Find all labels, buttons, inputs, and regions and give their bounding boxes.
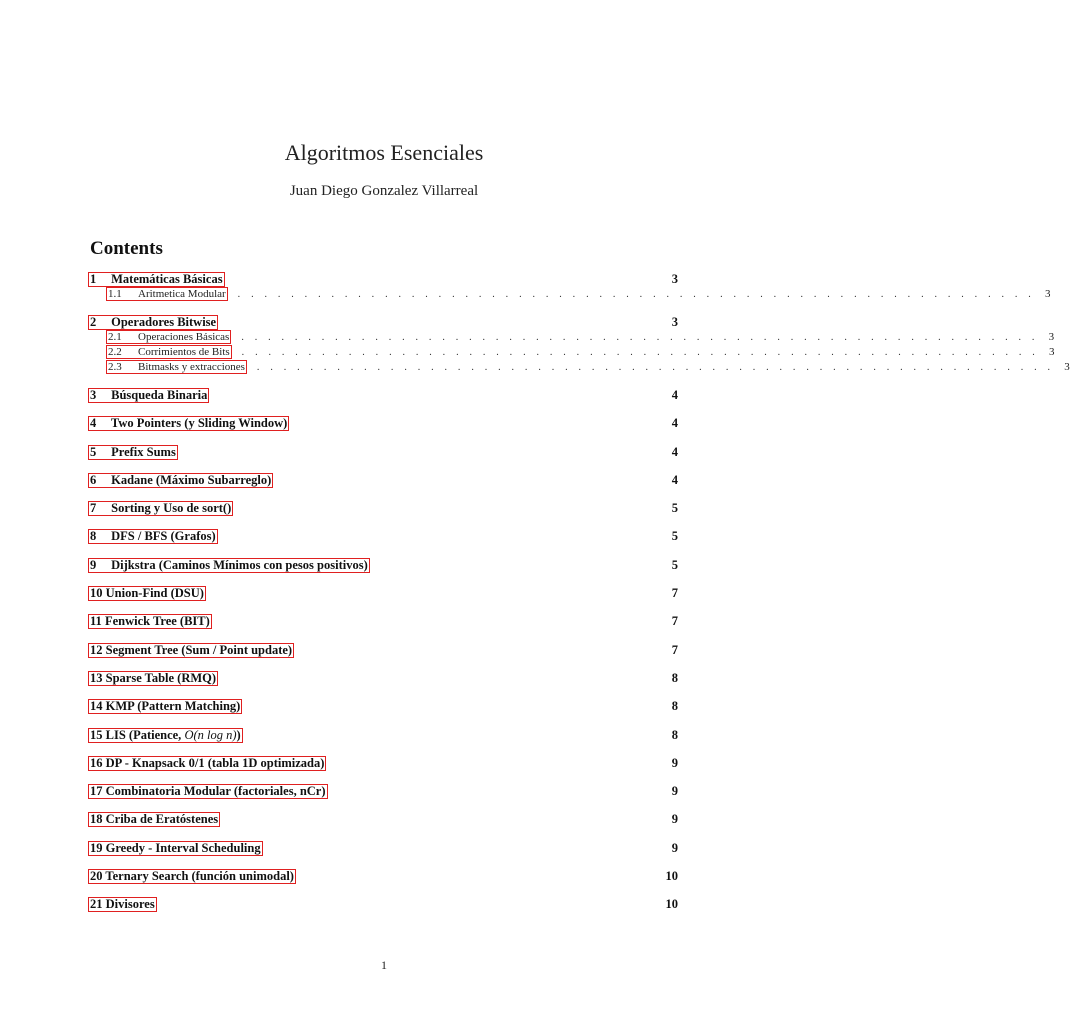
toc-link-8[interactable] [88, 529, 218, 544]
page-number: 4 [671, 416, 678, 431]
section-title: Prefix Sums [111, 444, 176, 459]
toc-entry-5 [90, 445, 678, 460]
section-number: 13 [90, 670, 103, 685]
section-title: Operaciones Básicas [138, 331, 230, 343]
toc-entry-16 [90, 756, 678, 771]
toc-entry-21 [90, 897, 678, 912]
section-title: Sparse Table (RMQ) [105, 670, 217, 685]
toc-link-12[interactable] [88, 643, 294, 658]
page-number: 4 [671, 388, 678, 402]
section-number: 4 [90, 416, 97, 431]
section-number: 15 [90, 727, 103, 742]
section-title: Greedy - Interval Scheduling [105, 840, 261, 855]
toc-link-1[interactable] [88, 272, 225, 287]
section-number: 2.2 [108, 346, 122, 358]
leader-dots: . . . . . . . . . . . . . . . . . . . . . . . . . . . . . . . . . . . . . . . . . . . . . . . . . . . . . . . . . . . . [241, 347, 1039, 358]
toc-entry-2-2 [90, 345, 1055, 360]
toc-link-2-3[interactable] [106, 360, 247, 374]
section-number: 18 [90, 812, 103, 827]
page-number: 8 [671, 727, 678, 742]
section-number: 14 [90, 699, 103, 714]
toc-link-11[interactable] [88, 614, 212, 629]
toc-entry-9 [90, 558, 678, 573]
toc-link-3[interactable] [88, 388, 209, 403]
section-title: Criba de Eratóstenes [105, 812, 219, 827]
section-title: Combinatoria Modular (factoriales, nCr) [105, 784, 326, 799]
page-number: 4 [671, 472, 678, 487]
page-number: 10 [665, 897, 678, 912]
document-title: Algoritmos Esenciales [284, 140, 484, 165]
section-title: Operadores Bitwise [111, 315, 217, 329]
toc-link-7[interactable] [88, 501, 233, 516]
page-number: 7 [671, 642, 678, 657]
document-author: Juan Diego Gonzalez Villarreal [289, 183, 479, 199]
section-number: 12 [90, 642, 103, 657]
toc-link-20[interactable] [88, 869, 296, 884]
toc-entry-3 [90, 388, 678, 403]
table-of-contents [90, 272, 1070, 912]
section-number: 16 [90, 755, 103, 770]
toc-link-5[interactable] [88, 445, 178, 460]
section-number: 3 [90, 388, 97, 402]
toc-link-2-1[interactable] [106, 330, 231, 344]
page-number: 8 [671, 699, 678, 714]
section-title: Ternary Search (función unimodal) [105, 869, 294, 884]
section-title: Fenwick Tree (BIT) [104, 614, 210, 629]
toc-entry-13 [90, 671, 678, 686]
toc-link-21[interactable] [88, 897, 157, 912]
section-number: 17 [90, 784, 103, 799]
section-number: 1 [90, 272, 97, 286]
page-number: 9 [671, 812, 678, 827]
section-title: Matemáticas Básicas [111, 272, 223, 286]
toc-link-16[interactable] [88, 756, 326, 771]
toc-link-18[interactable] [88, 812, 220, 827]
toc-link-14[interactable] [88, 699, 242, 714]
section-number: 19 [90, 840, 103, 855]
section-title: Union-Find (DSU) [105, 586, 204, 601]
leader-dots: . . . . . . . . . . . . . . . . . . . . . . . . . . . . . . . . . . . . . . . . . . . . . . . . . . . . . . . . . . . . [237, 289, 1035, 300]
page-number: 9 [671, 755, 678, 770]
page-number: 5 [671, 501, 678, 516]
section-title: Corrimientos de Bits [138, 346, 230, 358]
toc-link-19[interactable] [88, 841, 263, 856]
toc-entry-19 [90, 841, 678, 856]
leader-dots: . . . . . . . . . . . . . . . . . . . . . . . . . . . . . . . . . . . . . . . . . . . . . . . . . . . . . . . . . . . . [256, 362, 1055, 373]
section-title: Dijkstra (Caminos Mínimos con pesos positivos) [111, 557, 368, 572]
toc-entry-2 [90, 315, 678, 330]
section-title: LIS (Patience, [105, 727, 185, 742]
toc-entry-20 [90, 869, 678, 884]
section-title: Sorting y Uso de sort() [111, 501, 232, 516]
page-number: 3 [1044, 288, 1051, 300]
section-number: 2 [90, 315, 97, 329]
section-title-end: ) [236, 727, 241, 742]
section-number: 2.1 [108, 331, 122, 343]
toc-link-2[interactable] [88, 315, 218, 330]
toc-entry-4 [90, 416, 678, 431]
section-number: 6 [90, 472, 97, 487]
section-number: 20 [90, 869, 103, 884]
page-number: 3 [671, 315, 678, 329]
section-number: 11 [90, 614, 102, 629]
page-number: 7 [671, 586, 678, 601]
section-title: Segment Tree (Sum / Point update) [105, 642, 293, 657]
page-number: 10 [665, 869, 678, 884]
section-title: Divisores [105, 897, 155, 912]
toc-entry-8 [90, 529, 678, 544]
toc-entry-15 [90, 728, 678, 743]
section-number: 7 [90, 501, 97, 516]
section-title: Aritmetica Modular [138, 288, 226, 300]
page-number: 4 [671, 444, 678, 459]
page-number: 5 [671, 557, 678, 572]
math-expression: O(n log n) [184, 727, 237, 742]
toc-entry-7 [90, 501, 678, 516]
page-number: 9 [671, 784, 678, 799]
section-number: 2.3 [108, 361, 122, 373]
section-title: Búsqueda Binaria [111, 388, 208, 402]
leader-dots: . . . . . . . . . . . . . . . . . . . . . . . . . . . . . . . . . . . . . . . . . . . . . . . . . . . . . . . . . . . . [241, 332, 1039, 343]
page-number: 8 [671, 670, 678, 685]
page-number: 3 [1064, 361, 1070, 373]
contents-heading: Contents [90, 238, 163, 259]
toc-entry-6 [90, 473, 678, 488]
section-number: 21 [90, 897, 103, 912]
page-number: 3 [671, 272, 678, 286]
toc-entry-1-1 [90, 287, 1051, 302]
page-footer-number: 1 [381, 958, 387, 972]
section-title: Kadane (Máximo Subarreglo) [111, 472, 272, 487]
page-number: 5 [671, 529, 678, 544]
page-number: 7 [671, 614, 678, 629]
toc-link-4[interactable] [88, 416, 289, 431]
page-number: 3 [1048, 346, 1055, 358]
toc-entry-12 [90, 643, 678, 658]
section-number: 1.1 [108, 288, 122, 300]
toc-link-2-2[interactable] [106, 345, 232, 359]
toc-link-15[interactable] [88, 728, 243, 743]
toc-link-13[interactable] [88, 671, 218, 686]
toc-entry-10 [90, 586, 678, 601]
section-number: 5 [90, 444, 97, 459]
toc-link-1-1[interactable] [106, 287, 228, 301]
section-title: Bitmasks y extracciones [138, 361, 245, 373]
section-number: 8 [90, 529, 97, 544]
toc-entry-17 [90, 784, 678, 799]
section-number: 9 [90, 557, 97, 572]
toc-link-6[interactable] [88, 473, 273, 488]
toc-entry-18 [90, 812, 678, 827]
section-title: DFS / BFS (Grafos) [111, 529, 216, 544]
page-number: 9 [671, 840, 678, 855]
toc-entry-2-3 [90, 360, 1070, 375]
toc-entry-14 [90, 699, 678, 714]
section-number: 10 [90, 586, 103, 601]
toc-entry-2-1 [90, 330, 1055, 345]
toc-link-9[interactable] [88, 558, 370, 573]
section-title: KMP (Pattern Matching) [105, 699, 241, 714]
section-title: Two Pointers (y Sliding Window) [110, 416, 288, 431]
page-number: 3 [1048, 331, 1055, 343]
toc-link-17[interactable] [88, 784, 328, 799]
toc-entry-1 [90, 272, 678, 287]
toc-entry-11 [90, 614, 678, 629]
toc-link-10[interactable] [88, 586, 206, 601]
section-title: DP - Knapsack 0/1 (tabla 1D optimizada) [105, 755, 325, 770]
